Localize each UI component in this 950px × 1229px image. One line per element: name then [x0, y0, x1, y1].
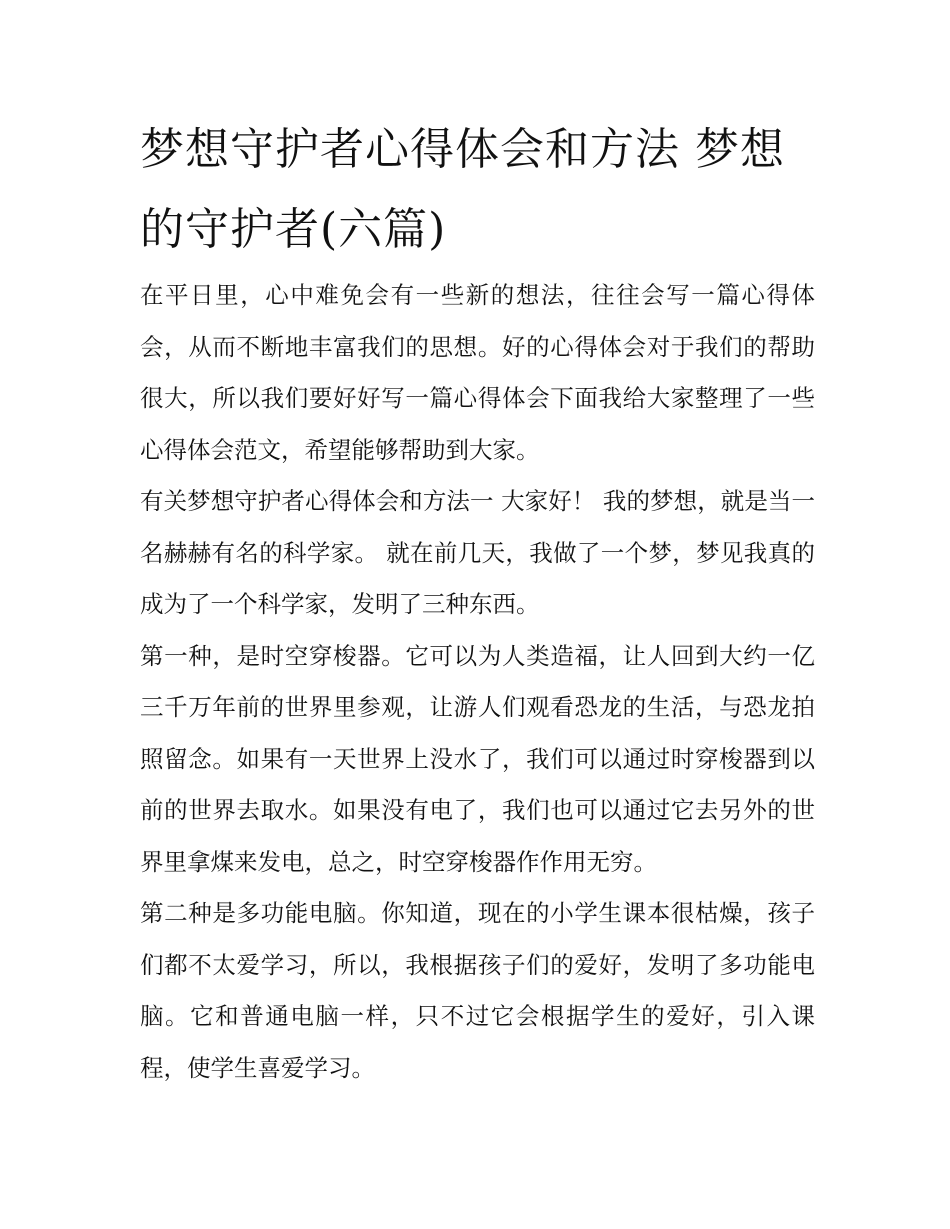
paragraph-time-machine: 第一种，是时空穿梭器。它可以为人类造福，让人回到大约一亿三千万年前的世界里参观，让游人们观看恐龙的生活，与恐龙拍照留念。如果有一天世界上没水了，我们可以通过时穿梭器到以前的世界去取水。如果没有电了，我们也可以通过它去另外的世界里拿煤来发电，总之，时空穿梭器作作用无穷。 — [140, 641, 815, 876]
paragraph-dream: 有关梦想守护者心得体会和方法一 大家好！ 我的梦想，就是当一名赫赫有名的科学家。 就在前几天，我做了一个梦，梦见我真的成为了一个科学家，发明了三种东西。 — [140, 487, 815, 618]
paragraph-intro: 在平日里，心中难免会有一些新的想法，往往会写一篇心得体会，从而不断地丰富我们的思想。好的心得体会对于我们的帮助很大，所以我们要好好写一篇心得体会下面我给大家整理了一些心得体会范文，希望能够帮助到大家。 — [140, 281, 815, 464]
document-title: 梦想守护者心得体会和方法 梦想的守护者(六篇) — [140, 124, 785, 255]
paragraph-computer: 第二种是多功能电脑。你知道，现在的小学生课本很枯燥，孩子们都不太爱学习，所以，我根据孩子们的爱好，发明了多功能电脑。它和普通电脑一样，只不过它会根据学生的爱好，引入课程，使学生喜爱学习。 — [140, 899, 815, 1082]
document-content — [140, 110, 815, 1094]
